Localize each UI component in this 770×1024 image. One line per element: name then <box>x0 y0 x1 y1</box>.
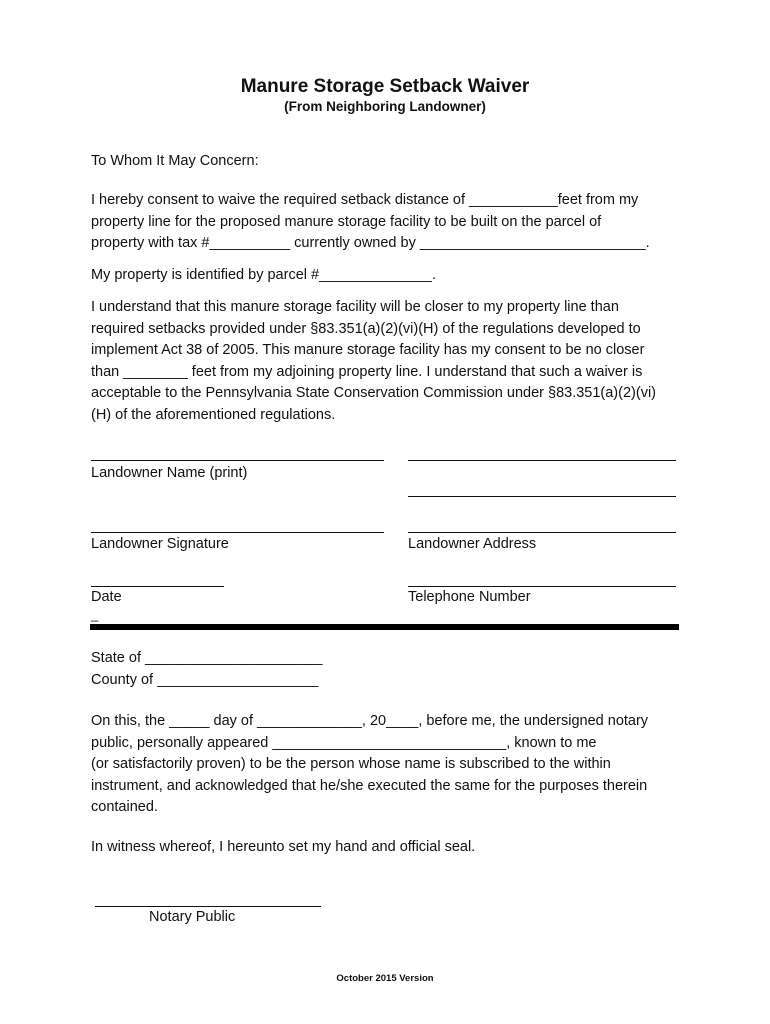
understanding-line: required setbacks provided under §83.351(a)(2)(vi)(H) of the regulations developed to <box>91 320 641 337</box>
notary-signature-line <box>95 906 321 907</box>
address-line-3 <box>408 532 676 533</box>
county-line: County of ____________________ <box>91 672 319 688</box>
understanding-line: I understand that this manure storage facility will be closer to my property line than <box>91 299 619 315</box>
understanding-line: acceptable to the Pennsylvania State Conservation Commission under §83.351(a)(2)(vi) <box>91 385 656 401</box>
parcel-line: My property is identified by parcel #______________. <box>91 267 437 283</box>
salutation: To Whom It May Concern: <box>91 153 259 169</box>
witness-line: In witness whereof, I hereunto set my hand and official seal. <box>91 839 476 855</box>
telephone-label: Telephone Number <box>408 589 531 605</box>
section-divider <box>90 624 679 630</box>
understanding-paragraph <box>91 297 691 426</box>
address-line-1 <box>408 460 676 461</box>
consent-paragraph <box>91 190 691 255</box>
address-line-2 <box>408 496 676 497</box>
landowner-name-label: Landowner Name (print) <box>91 465 248 481</box>
version-footer: October 2015 Version <box>336 973 434 984</box>
landowner-signature-label: Landowner Signature <box>91 536 229 552</box>
notary-line: (or satisfactorily proven) to be the person whose name is subscribed to the within <box>91 756 611 772</box>
document-title: Manure Storage Setback Waiver <box>240 76 530 97</box>
notary-paragraph <box>91 711 691 819</box>
telephone-line <box>408 586 676 587</box>
date-label: Date <box>91 589 122 605</box>
consent-line: property with tax #__________ currently owned by ____________________________. <box>91 235 650 251</box>
stray-underscore: _ <box>91 607 99 622</box>
document-subtitle: (From Neighboring Landowner) <box>284 99 486 114</box>
consent-line: I hereby consent to waive the required setback distance of ___________feet from my <box>91 192 639 208</box>
consent-line: property line for the proposed manure storage facility to be built on the parcel of <box>91 213 602 230</box>
understanding-line: than ________ feet from my adjoining property line. I understand that such a waiver is <box>91 363 643 380</box>
notary-line: instrument, and acknowledged that he/she executed the same for the purposes therein <box>91 777 648 794</box>
date-line <box>91 586 224 587</box>
understanding-line: (H) of the aforementioned regulations. <box>91 406 336 423</box>
landowner-address-label: Landowner Address <box>408 536 537 552</box>
state-line: State of ______________________ <box>91 650 323 666</box>
landowner-name-line <box>91 460 384 461</box>
notary-line: On this, the _____ day of _____________, 20____, before me, the undersigned notary <box>91 713 649 729</box>
notary-line: public, personally appeared _____________________________, known to me <box>91 734 597 751</box>
notary-line: contained. <box>91 799 158 815</box>
landowner-signature-line <box>91 532 384 533</box>
understanding-line: implement Act 38 of 2005. This manure storage facility has my consent to be no closer <box>91 342 645 358</box>
notary-public-label: Notary Public <box>149 909 236 925</box>
